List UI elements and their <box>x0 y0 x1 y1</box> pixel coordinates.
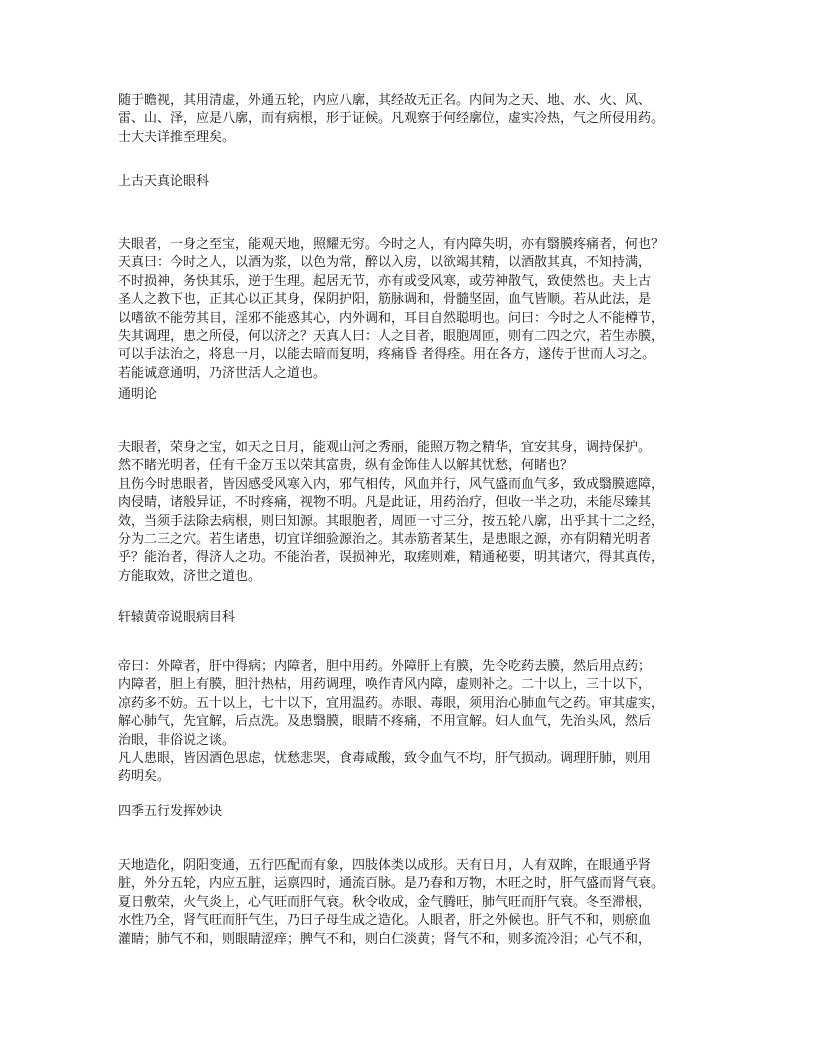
text-line: 然不睹光明者，任有千金万玉以荣其富贵，纵有金饰佳人以解其忧愁，何睹也？ <box>118 458 574 474</box>
text-line: 可以手法治之，将息一月，以能去暗而复明，疼痛昏 者得痊。用在各方，遂传于世而人习之。 <box>118 347 656 363</box>
section-heading: 四季五行发挥妙诀 <box>118 804 223 819</box>
text-line: 不时损神，务快其乐，逆于生理。起居无节，亦有或受风寒，或劳神散气，致使然也。夫上古 <box>118 273 652 289</box>
section-body <box>118 236 718 383</box>
text-line: 解心肺气，先宜解，后点洗。及患翳膜，眼睛不疼痛，不用宣解。妇人血气，先治头风，然后 <box>118 714 652 730</box>
text-line: 失其调理，患之所侵，何以济之？天真人曰：人之目者，眼胞周匝，则有二四之穴，若生赤膜， <box>118 329 665 345</box>
text-line: 水性乃全，肾气旺而肝气生，乃曰子母生成之造化。人眼者，肝之外候也。肝气不和，则瘀血 <box>118 913 652 929</box>
text-line: 肉侵睛，诸般异证，不时疼痛，视物不明。凡是此证，用药治疗，但收一半之功，未能尽臻其 <box>118 495 652 511</box>
text-line: 凉药多不妨。五十以上，七十以下，宜用温药。赤眼、毒眼，须用治心肺血气之药。审其虚实， <box>118 695 665 711</box>
text-line: 脏，外分五轮，内应五脏，运禀四时，通流百脉。是乃春和万物，木旺之时，肝气盛而肾气衰。 <box>118 876 665 892</box>
text-line: 方能取效，济世之道也。 <box>118 568 262 584</box>
section-body <box>118 439 718 586</box>
section-heading: 通明论 <box>118 387 158 402</box>
section-heading: 轩辕黄帝说眼病目科 <box>118 610 236 625</box>
text-line: 帝曰：外障者，肝中得病；内障者，胆中用药。外障肝上有膜，先令吃药去膜，然后用点药； <box>118 659 652 674</box>
text-line: 药明矣。 <box>118 769 171 785</box>
text-line: 灌睛；肺气不和，则眼睛涩痒；脾气不和，则白仁淡黄；肾气不和，则多流冷泪；心气不和， <box>118 931 652 947</box>
text-line: 雷、山、泽，应是八廓，而有病根，形于证候。凡观察于何经廓位，虚实冷热，气之所侵用药。 <box>118 111 665 127</box>
text-line: 随于瞻视，其用清虚，外通五轮，内应八廓，其经故无正名。内间为之天、地、水、火、风、 <box>118 93 652 108</box>
text-line: 内障者，胆上有膜，胆汁热枯，用药调理，唤作青风内障，虚则补之。二十以上，三十以下， <box>118 677 652 693</box>
text-line: 分为二三之穴。若生诸患，切宜详细验源治之。其赤筋者某生，是患眼之源，亦有阴精光明者 <box>118 532 652 548</box>
section-body <box>118 658 718 787</box>
intro-paragraph <box>118 92 718 147</box>
text-line: 天真曰：今时之人，以酒为浆，以色为常，醉以入房，以欲竭其精，以酒散其真，不知持满， <box>118 255 652 271</box>
text-line: 若能诚意通明，乃济世活人之道也。 <box>118 365 327 381</box>
text-line: 效，当须手法除去病根，则曰知源。其眼胞者，周匝一寸三分，按五轮八廓，出乎其十二之经， <box>118 513 665 529</box>
text-line: 天地造化，阴阳变通，五行匹配而有象，四肢体类以成形。天有日月，人有双眸，在眼通乎肾 <box>118 858 652 873</box>
text-line: 士大夫详推至理矣。 <box>118 129 236 145</box>
text-line: 治眼，非俗说之谈。 <box>118 732 236 748</box>
text-line: 夫眼者，荣身之宝，如天之日月，能观山河之秀丽，能照万物之精华，宜安其身，调持保护。 <box>118 440 652 455</box>
text-line: 凡人患眼，皆因酒色思虑，忧愁悲哭，食毒咸酸，致令血气不均，肝气损动。调理肝肺，则用 <box>118 751 652 767</box>
text-line: 乎？能治者，得济人之功。不能治者，误损神光，取瘥则难，精通秘要，明其诸穴，得其真传， <box>118 550 665 566</box>
section-heading: 上古天真论眼科 <box>118 174 210 189</box>
text-line: 夏日敷荣，火气炎上，心气旺而肝气衰。秋令收成，金气腾旺，肺气旺而肝气衰。冬至滞根， <box>118 894 652 910</box>
text-line: 以嗜欲不能劳其目，淫邪不能惑其心，内外调和，耳目自然聪明也。问曰：今时之人不能樽节， <box>118 310 665 326</box>
text-line: 且伤今时患眼者，皆因感受风寒入内，邪气相传，风血并行，风气盛而血气多，致成翳膜遮障， <box>118 476 665 492</box>
text-line: 圣人之教下也，正其心以正其身，保阴护阳，筋脉调和，骨髓坚固，血气皆顺。若从此法，是 <box>118 292 652 308</box>
text-line: 夫眼者，一身之至宝，能观天地，照耀无穷。今时之人，有内障失明，亦有翳膜疼痛者，何也？ <box>118 237 665 252</box>
section-body <box>118 857 718 949</box>
